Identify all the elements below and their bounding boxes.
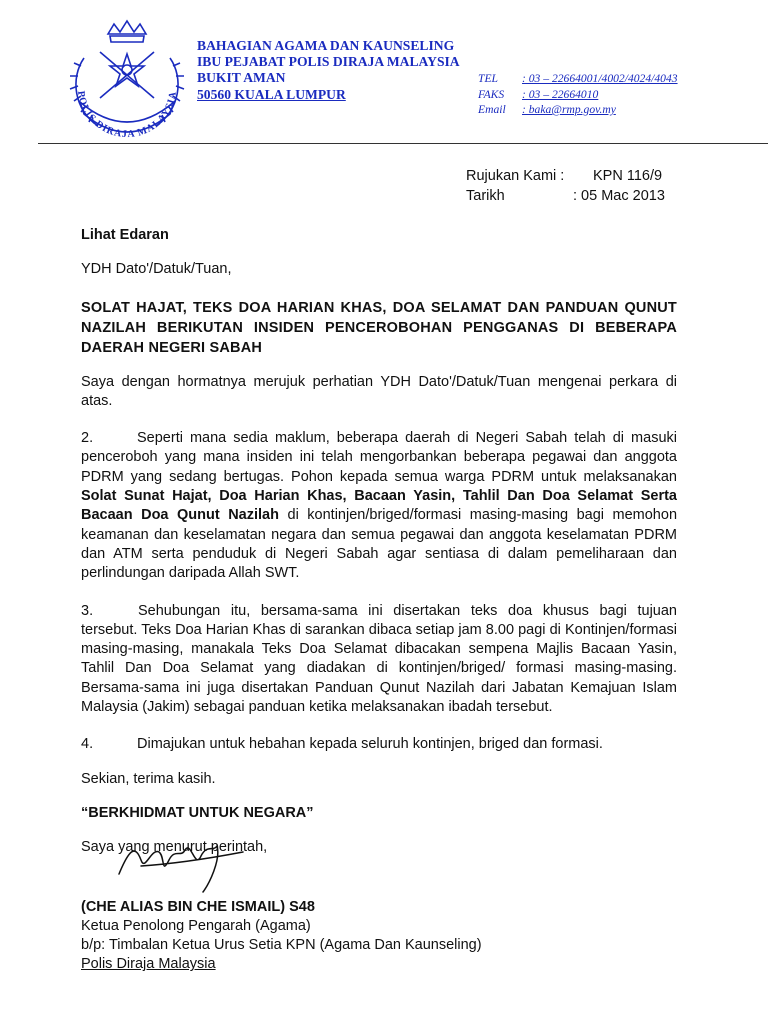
contact-labels: [478, 71, 506, 118]
org-location: BUKIT AMAN: [197, 70, 286, 86]
contact-values: [522, 71, 678, 118]
salutation: YDH Dato'/Datuk/Tuan,: [81, 261, 232, 278]
police-crest-logo: [64, 18, 190, 144]
header-divider: [38, 143, 768, 144]
motto: “BERKHIDMAT UNTUK NEGARA”: [81, 804, 314, 821]
paragraph-3: [81, 602, 677, 718]
paragraph-2-text-b: di kontinjen/briged/formasi masing-masing bagi memohon keamanan dan keselamatan negara dan semua pegawai dan anggota keselamatan PDRM dan ATM serta penduduk di Negeri Sabah agar sentiasa di dalam pemeliharaan dan perlindungan daripada Allah SWT.: [81, 507, 678, 582]
handwritten-signature: [111, 830, 251, 894]
paragraph-1: Saya dengan hormatnya merujuk perhatian YDH Dato'/Datuk/Tuan mengenai perkara di atas.: [81, 373, 677, 409]
signer-organization: Polis Diraja Malaysia: [81, 956, 216, 973]
org-division: BAHAGIAN AGAMA DAN KAUNSELING: [197, 38, 455, 53]
letter-subject: SOLAT HAJAT, TEKS DOA HARIAN KHAS, DOA SELAMAT DAN PANDUAN QUNUT NAZILAH BERIKUTAN INSIDEN PENCEROBOHAN PENGGANAS DI BEBERAPA DAERAH NEGERI SABAH: [81, 299, 677, 356]
tel-value: : 03 – 22664001/4002/4024/4043: [522, 72, 678, 85]
paragraph-3-text: Sehubungan itu, bersama-sama ini disertakan teks doa khusus bagi tujuan tersebut. Teks Doa Harian Khas di sarankan dibaca setiap jam 8.00 pagi di Kontinjen/formasi masing-masing, manakala Teks Doa Selamat dibacakan sempena Majlis Bacaan Yasin, Tahlil Dan Doa Selamat yang diadakan di kontinjen/briged/ formasi masing-masing. Bersama-sama ini juga disertakan Panduan Qunut Nazilah dari Jabatan Kemajuan Islam Malaysia (Jakim) sebagai panduan ketika melaksanakan ibadah tersebut.: [81, 602, 677, 716]
reference-block: [466, 167, 726, 206]
organization-address: [197, 38, 460, 103]
paragraph-2-text-a: Seperti mana sedia maklum, beberapa daerah di Negeri Sabah telah di masuki penceroboh yang mana insiden ini telah mengorbankan beberapa pegawai dan anggota PDRM yang sedang bertugas. Pohon kepada semua warga PDRM untuk melaksanakan: [81, 430, 677, 485]
paragraph-2: [81, 429, 677, 583]
letter-body: [81, 226, 677, 975]
tel-label: TEL: [478, 72, 498, 85]
reference-label: Rujukan Kami :: [466, 168, 565, 184]
signer-on-behalf: b/p: Timbalan Ketua Urus Setia KPN (Agama Dan Kaunseling): [81, 937, 482, 954]
email-link[interactable]: : baka@rmp.gov.my: [522, 103, 616, 116]
date-value: : 05 Mac 2013: [573, 187, 665, 204]
paragraph-2-bold: Solat Sunat Hajat, Doa Harian Khas, Bacaan Yasin, Tahlil Dan Doa Selamat Serta Bacaan Doa Qunut Nazilah: [81, 488, 677, 524]
org-headquarters: IBU PEJABAT POLIS DIRAJA MALAYSIA: [197, 54, 460, 70]
paragraph-4: [81, 735, 677, 754]
email-label: Email: [478, 103, 506, 116]
paragraph-2-number: 2.: [81, 430, 94, 447]
crest-motto: POLIS DIRAJA MALAYSIA: [75, 90, 180, 141]
orders-line: Saya yang menurut perintah,: [81, 839, 268, 856]
date-label: Tarikh: [466, 187, 505, 204]
signature-area: [81, 858, 677, 898]
paragraph-4-text: Dimajukan untuk hebahan kepada seluruh kontinjen, briged dan formasi.: [137, 736, 603, 753]
signer-name: (CHE ALIAS BIN CHE ISMAIL) S48: [81, 898, 315, 915]
fax-value: : 03 – 22664010: [522, 87, 599, 101]
circular-note: Lihat Edaran: [81, 227, 169, 243]
paragraph-3-number: 3.: [81, 602, 94, 619]
reference-value: KPN 116/9: [593, 168, 663, 184]
closing-thanks: Sekian, terima kasih.: [81, 770, 216, 787]
signer-title: Ketua Penolong Pengarah (Agama): [81, 917, 311, 934]
letterhead: [0, 0, 768, 150]
org-postcode: 50560 KUALA LUMPUR: [197, 86, 346, 102]
fax-label: FAKS: [478, 87, 505, 101]
paragraph-4-number: 4.: [81, 736, 94, 753]
